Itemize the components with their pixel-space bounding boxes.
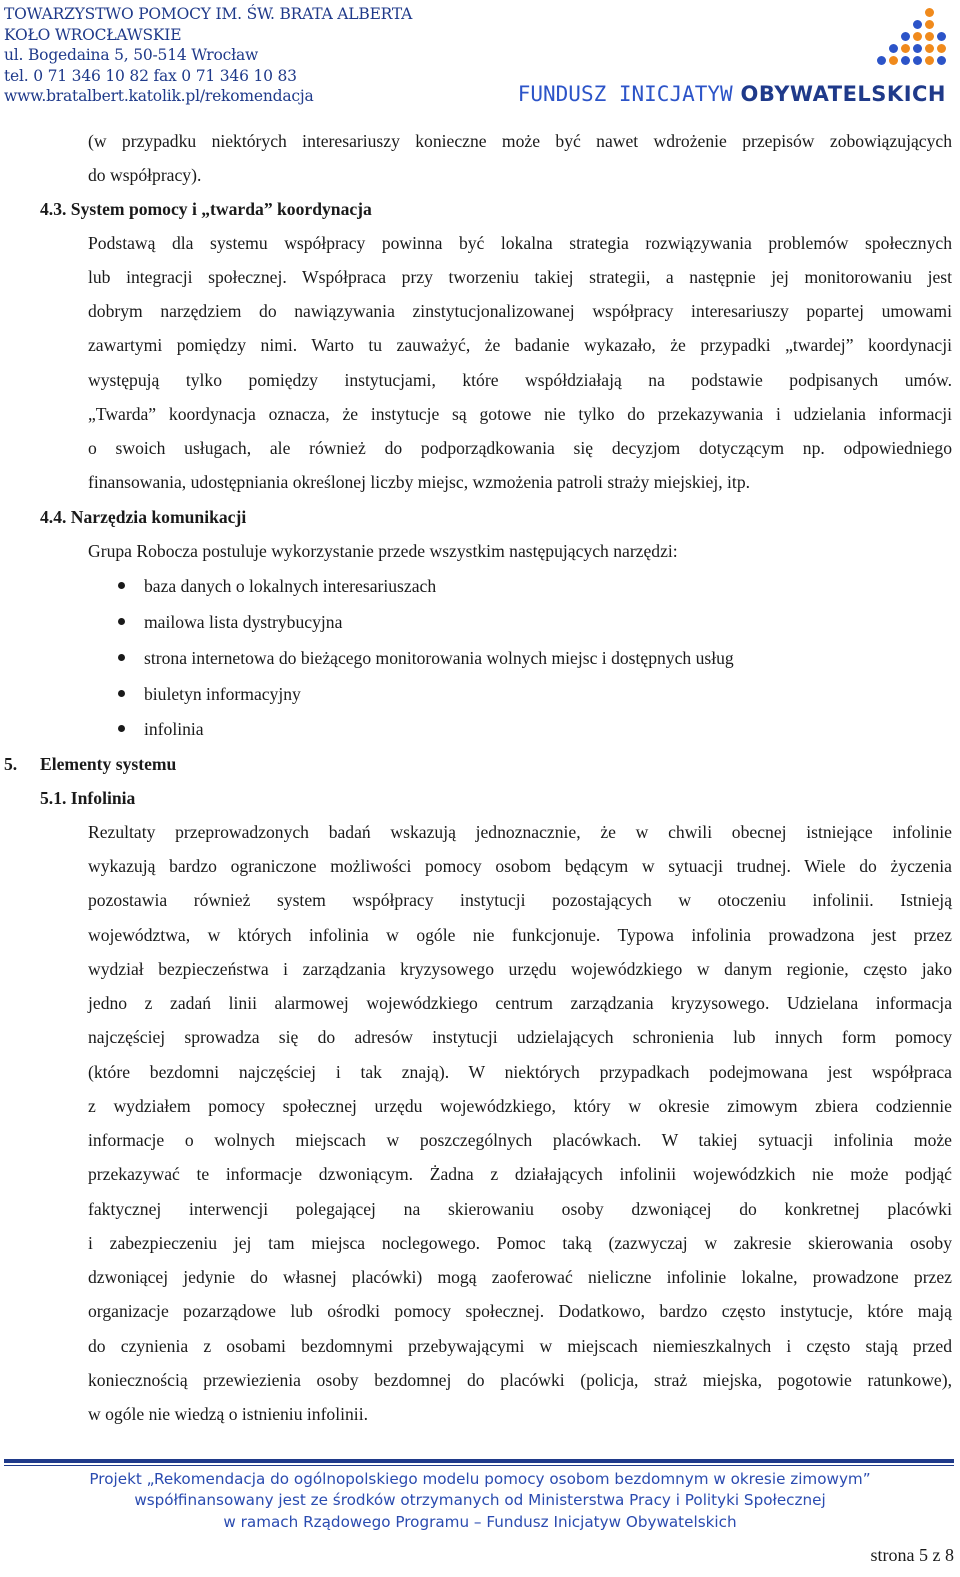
list-item-text: mailowa lista dystrybucyjna	[144, 612, 343, 632]
org-phone-fax: tel. 0 71 346 10 82 fax 0 71 346 10 83	[4, 66, 297, 85]
paragraph-intro-line: (w przypadku niektórych interesariuszy konieczne może być nawet wdrożenie przepisów zobowiązujących	[88, 131, 952, 151]
paragraph-4-3-line: lub integracji społecznej. Współpraca przy tworzeniu takiej strategii, a następnie jej monitorowaniu jest	[88, 267, 952, 287]
footer-line: w ramach Rządowego Programu – Fundusz Inicjatyw Obywatelskich	[223, 1512, 737, 1531]
footer-divider-thin	[4, 1465, 954, 1466]
paragraph-4-3-line: dobrym narzędziem do nawiązywania zinstytucjonalizowanej współpracy interesariuszy popartej umowami	[88, 301, 952, 321]
paragraph-5-1-line: pozostawia również system współpracy instytucji pozostających w otoczeniu infolinii. Istnieją	[88, 890, 952, 910]
paragraph-5-1-line: z wydziałem pomocy społecznej urzędu wojewódzkiego, który w okresie zimowym zbiera codziennie	[88, 1096, 952, 1116]
paragraph-4-3-line: występują tylko pomiędzy instytucjami, które współdziałają na podstawie podpisanych umów.	[88, 370, 952, 390]
page-footer	[0, 1469, 960, 1533]
bullet-icon	[118, 654, 125, 661]
paragraph-5-1-line: i zabezpieczeniu jej tam miejsca noclegowego. Pomoc taką (zazwyczaj w zakresie skierowania osoby	[88, 1233, 952, 1253]
paragraph-5-1-line: organizacje pozarządowe lub ośrodki pomocy społecznej. Dodatkowo, bardzo często instytucje, które mają	[88, 1301, 952, 1321]
section-heading-4-3: 4.3. System pomocy i „twarda” koordynacja	[40, 199, 372, 219]
paragraph-5-1-line: (które bezdomni najczęściej i tak znają). W niektórych przypadkach podejmowana jest współpraca	[88, 1062, 952, 1082]
paragraph-5-1-line: wydział bezpieczeństwa i zarządzania kryzysowego urzędu wojewódzkiego w danym regionie, często jako	[88, 959, 952, 979]
logo-text-part1: FUNDUSZ INICJATYW	[517, 82, 733, 106]
list-item	[118, 641, 734, 675]
paragraph-5-1-line: Rezultaty przeprowadzonych badań wskazują jednoznacznie, że w chwili obecnej istniejące infolinie	[88, 822, 952, 842]
footer-divider	[4, 1459, 954, 1463]
paragraph-4-3-line: zawartymi pomiędzy nimi. Warto tu zauważyć, że badanie wykazało, że przypadki „twardej” koordynacji	[88, 335, 952, 355]
paragraph-4-3-line: finansowania, udostępniania określonej liczby miejsc, wzmożenia patroli straży miejskiej, itp.	[88, 472, 751, 492]
bullet-icon	[118, 725, 125, 732]
bullet-icon	[118, 618, 125, 625]
paragraph-4-3-line: Podstawą dla systemu współpracy powinna być lokalna strategia rozwiązywania problemów społecznych	[88, 233, 952, 253]
paragraph-4-3-line: „Twarda” koordynacja oznacza, że instytucje są gotowe nie tylko do przekazywania i udzielania informacji	[88, 404, 952, 424]
org-website[interactable]: www.bratalbert.katolik.pl/rekomendacja	[4, 87, 314, 106]
list-item-text: infolinia	[144, 719, 204, 739]
list-item	[118, 712, 204, 746]
org-address: ul. Bogedaina 5, 50-514 Wrocław	[4, 46, 259, 65]
logo-dots-icon	[878, 6, 948, 76]
list-item-text: baza danych o lokalnych interesariuszach	[144, 576, 437, 596]
paragraph-4-3-line: o swoich usługach, ale również do podporządkowania się decyzjom dotyczącym np. odpowiedniego	[88, 438, 952, 458]
paragraph-5-1-line: koniecznością przewiezienia osoby bezdomnej do placówki (policja, straż miejska, pogotowie ratunkowe),	[88, 1370, 952, 1390]
bullet-icon	[118, 582, 125, 589]
paragraph-5-1-line: wykazują bardzo ograniczone możliwości pomocy osobom będącym w sytuacji trudnej. Wiele do życzenia	[88, 856, 952, 876]
paragraph-4-4: Grupa Robocza postuluje wykorzystanie przede wszystkim następujących narzędzi:	[88, 541, 678, 561]
paragraph-5-1-line: przekazywać te informacje dzwoniącym. Żadna z działających infolinii wojewódzkich nie może podjąć	[88, 1164, 952, 1184]
chapter-heading-5: Elementy systemu	[40, 754, 177, 774]
section-heading-4-4: 4.4. Narzędzia komunikacji	[40, 507, 247, 527]
footer-line: współfinansowany jest ze środków otrzymanych od Ministerstwa Pracy i Polityki Społecznej	[134, 1491, 826, 1510]
section-heading-5-1: 5.1. Infolinia	[40, 788, 136, 808]
org-name: TOWARZYSTWO POMOCY IM. ŚW. BRATA ALBERTA	[4, 5, 413, 23]
paragraph-5-1-line: dzwoniącej jedynie do własnej placówki) mogą zaoferować nieliczne infolinie lokalne, prowadzone przez	[88, 1267, 952, 1287]
list-item	[118, 569, 436, 603]
org-branch: KOŁO WROCŁAWSKIE	[4, 25, 182, 44]
list-item-text: strona internetowa do bieżącego monitorowania wolnych miejsc i dostępnych usług	[144, 648, 734, 668]
list-item	[118, 677, 301, 711]
list-item	[118, 605, 342, 639]
page-number: strona 5 z 8	[870, 1545, 954, 1565]
paragraph-5-1-line: województwa, w których infolinia w ogóle nie funkcjonuje. Typowa infolinia prowadzona jest przez	[88, 925, 952, 945]
list-item-text: biuletyn informacyjny	[144, 684, 301, 704]
paragraph-5-1-line: informacje o wolnych miejscach w poszczególnych placówkach. W takiej sytuacji infolinia może	[88, 1130, 952, 1150]
paragraph-intro-line: do współpracy).	[88, 165, 202, 185]
footer-line: Projekt „Rekomendacja do ogólnopolskiego modelu pomocy osobom bezdomnym w okresie zimowym”	[89, 1470, 871, 1488]
organization-info	[4, 4, 412, 107]
paragraph-5-1-line: do czynienia z osobami bezdomnymi przebywającymi w miejscach niemieszkalnych i często stają przed	[88, 1336, 952, 1356]
paragraph-5-1-line: jedno z zadań linii alarmowej wojewódzkiego centrum zarządzania kryzysowego. Udzielana informacja	[88, 993, 952, 1013]
fio-logo	[428, 6, 948, 110]
bullet-icon	[118, 690, 125, 697]
chapter-number-5: 5.	[4, 754, 18, 774]
page-header	[0, 0, 960, 112]
paragraph-5-1-line: najczęściej sprowadza się do adresów instytucji udzielających schronienia lub innych form pomocy	[88, 1027, 952, 1047]
paragraph-5-1-line: faktycznej interwencji polegającej na skierowaniu osoby dzwoniącej do konkretnej placówki	[88, 1199, 952, 1219]
logo-text-part2: OBYWATELSKICH	[740, 82, 946, 106]
logo-wordmark	[518, 82, 946, 106]
paragraph-5-1-line: w ogóle nie wiedzą o istnieniu infolinii.	[88, 1404, 368, 1424]
